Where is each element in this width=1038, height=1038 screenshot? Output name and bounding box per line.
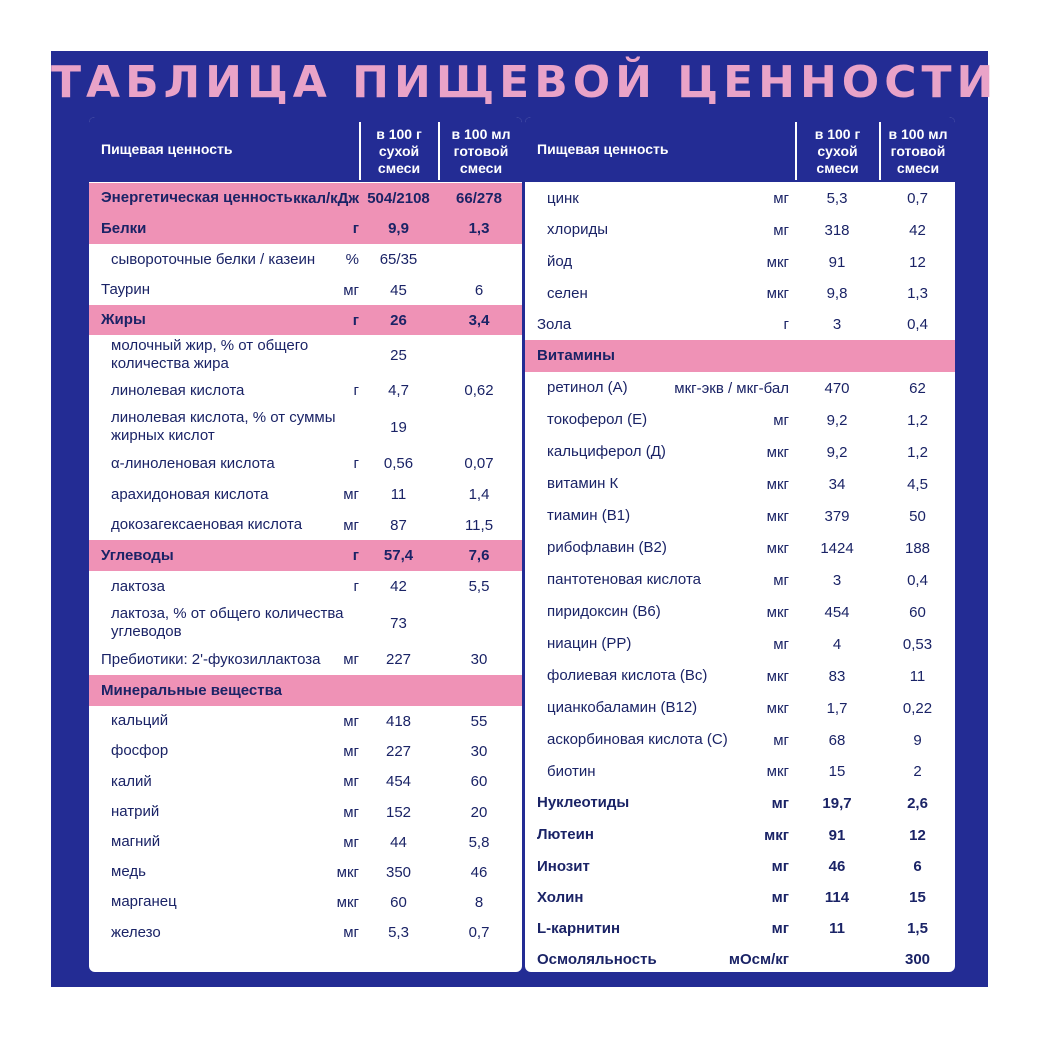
row-value-dry: 83 (828, 667, 846, 685)
row-name: фосфор (111, 742, 169, 759)
row-unit: мг (773, 635, 789, 653)
table-row (89, 736, 522, 766)
table-row (89, 479, 522, 510)
row-unit: мкг (766, 667, 789, 685)
header-label: Пищевая ценность (101, 141, 233, 157)
row-value-dry: 15 (828, 763, 846, 780)
row-value-dry: 11 (829, 920, 845, 937)
row-unit: мкг (336, 863, 359, 881)
row-name: витамин К (547, 475, 619, 492)
table-row (525, 246, 955, 278)
row-name: Осмоляльность (537, 950, 657, 968)
row-name: Инозит (537, 857, 590, 875)
table-row (89, 602, 522, 644)
row-name: ниацин (РР) (547, 635, 632, 652)
row-value-dry: 379 (824, 507, 850, 525)
row-value-dry: 5,3 (388, 924, 409, 941)
table-row (89, 406, 522, 448)
page-title: ТАБЛИЦА ПИЩЕВОЙ ЦЕННОСТИ (51, 57, 999, 108)
row-value-ready: 6 (474, 281, 484, 299)
row-value-dry: 46 (828, 858, 846, 875)
table-row (89, 675, 522, 706)
row-value-dry (361, 675, 436, 706)
row-name: линолевая кислота (111, 381, 245, 399)
row-value-dry: 60 (390, 893, 407, 911)
table-row (525, 500, 955, 532)
table-row (525, 564, 955, 596)
row-value-dry: 25 (390, 346, 407, 364)
row-value-ready: 0,07 (464, 455, 494, 472)
row-unit: мкг (766, 253, 789, 271)
row-value-dry: 152 (385, 803, 412, 821)
row-name: марганец (111, 893, 177, 910)
row-value-ready: 3,4 (468, 311, 490, 329)
table-row (525, 882, 955, 913)
row-unit: ккал/кДж (293, 189, 359, 207)
table-row (525, 372, 955, 404)
table-row (89, 335, 522, 375)
row-unit: мкг (336, 893, 359, 911)
row-unit: г (783, 316, 789, 333)
row-value-ready: 2,6 (907, 794, 928, 812)
table-row (89, 244, 522, 275)
row-value-ready: 1,3 (907, 285, 928, 302)
row-unit: мг (771, 858, 789, 875)
row-unit: мг (343, 486, 359, 503)
table-row (525, 660, 955, 692)
row-name: пантотеновая кислота (547, 571, 701, 588)
row-name: Холин (537, 888, 584, 906)
table-row (89, 706, 522, 736)
row-value-ready: 11,5 (464, 516, 494, 534)
row-unit: мг (771, 889, 789, 906)
table-row (89, 305, 522, 335)
row-unit: мкг (764, 826, 789, 844)
row-value-ready: 50 (909, 507, 926, 525)
table-row (525, 628, 955, 660)
row-unit: мг (343, 651, 359, 668)
header-label: Пищевая ценность (537, 141, 669, 157)
row-value-ready: 60 (470, 773, 488, 790)
header-col-ready: в 100 мл готовой смеси (438, 122, 522, 180)
row-unit: г (353, 578, 359, 595)
nutrition-panel (51, 51, 999, 987)
row-value-ready: 12 (909, 826, 926, 844)
table-header (525, 117, 955, 182)
row-value-dry: 227 (385, 742, 412, 760)
row-value-dry: 1,7 (826, 699, 848, 717)
row-value-dry: 114 (824, 889, 850, 906)
row-unit: г (352, 547, 359, 564)
row-unit: мг (771, 920, 789, 937)
row-value-ready: 6 (913, 858, 922, 875)
row-name: фолиевая кислота (Вс) (547, 667, 708, 684)
table-row (525, 183, 955, 214)
row-name: цинк (547, 189, 579, 207)
row-value-dry: 350 (385, 863, 412, 881)
row-value-ready: 11 (909, 667, 926, 685)
row-name: калий (111, 772, 152, 790)
row-value-ready: 1,5 (907, 920, 928, 937)
table-row (89, 766, 522, 797)
row-unit: мг (773, 411, 789, 429)
row-name: молочный жир, % от общего количества жира (111, 337, 309, 372)
row-unit: мкг (766, 603, 789, 621)
row-value-dry: 470 (824, 379, 850, 397)
table-row (525, 756, 955, 787)
row-value-dry (797, 944, 877, 972)
row-name: Нуклеотиды (537, 794, 630, 811)
row-name: кальциферол (Д) (547, 443, 666, 460)
row-unit: % (345, 251, 359, 268)
table-row (525, 309, 955, 340)
row-name: арахидоновая кислота (111, 485, 269, 503)
table-row (525, 404, 955, 436)
row-value-ready: 2 (913, 763, 922, 780)
table-header (89, 117, 522, 182)
table-row (89, 857, 522, 887)
row-value-dry: 1424 (820, 539, 854, 557)
row-name: Углеводы (101, 546, 174, 564)
table-row (89, 644, 522, 675)
row-value-ready: 30 (470, 742, 488, 760)
row-name: лактоза (111, 577, 165, 595)
row-value-ready: 0,22 (902, 699, 933, 717)
table-row (89, 375, 522, 406)
row-unit: мг (343, 516, 359, 534)
header-col-dry: в 100 г сухой смеси (795, 122, 878, 180)
row-value-dry: 0,56 (383, 455, 414, 472)
row-unit: мОсм/кг (728, 951, 789, 968)
row-value-ready: 1,2 (907, 411, 928, 429)
row-value-dry: 57,4 (383, 547, 414, 564)
row-value-ready: 60 (909, 603, 926, 621)
row-name: сывороточные белки / казеин (111, 250, 316, 268)
row-name: цианкобаламин (В12) (547, 699, 698, 716)
row-value-dry: 26 (390, 311, 407, 329)
table-row (89, 540, 522, 571)
row-value-ready: 7,6 (468, 547, 490, 564)
row-value-dry: 19,7 (822, 794, 852, 812)
row-value-dry: 87 (390, 516, 407, 534)
row-value-ready: 0,62 (464, 382, 494, 399)
row-value-ready: 9 (913, 731, 922, 749)
row-value-ready: 4,5 (907, 475, 928, 493)
row-value-dry: 19 (390, 418, 407, 436)
row-unit: мг (343, 773, 359, 790)
row-value-dry: 9,2 (826, 443, 848, 461)
row-unit: мкг (766, 539, 789, 557)
row-value-dry: 5,3 (826, 190, 848, 207)
row-value-ready: 1,4 (468, 486, 490, 503)
row-value-dry: 44 (390, 833, 407, 851)
row-name: кальций (111, 712, 169, 729)
table-row (525, 819, 955, 851)
row-unit: г (353, 382, 359, 399)
row-value-dry: 45 (390, 281, 407, 299)
row-name: селен (547, 284, 588, 302)
row-value-dry: 504/2108 (367, 189, 430, 207)
row-name: Лютеин (537, 826, 594, 843)
row-name: α-линоленовая кислота (111, 454, 275, 472)
table-row (89, 510, 522, 540)
row-value-dry: 4 (832, 635, 842, 653)
header-col-ready: в 100 мл готовой смеси (879, 122, 955, 180)
row-unit: мкг (766, 475, 789, 493)
row-name: магний (111, 833, 161, 850)
row-value-ready: 0,7 (907, 190, 928, 207)
row-value-dry: 418 (385, 712, 412, 730)
table-row (89, 213, 522, 244)
table-row (525, 851, 955, 882)
row-value-dry: 91 (828, 826, 846, 844)
table-row (89, 448, 522, 479)
row-value-dry: 454 (385, 773, 412, 790)
table-row (525, 944, 955, 972)
row-value-dry: 91 (828, 253, 846, 271)
row-unit: мкг (766, 699, 789, 717)
table-row (89, 917, 522, 948)
table-row (89, 571, 522, 602)
row-value-ready: 8 (474, 893, 484, 911)
table-row (525, 692, 955, 724)
row-unit: мг (773, 571, 789, 589)
row-value-ready: 30 (470, 651, 488, 668)
row-unit: г (353, 455, 359, 472)
row-value-ready: 1,3 (468, 220, 490, 237)
row-value-dry (797, 340, 877, 372)
row-value-ready (439, 602, 519, 644)
row-name: Жиры (101, 311, 146, 328)
row-name: натрий (111, 803, 160, 820)
row-name: Витамины (537, 347, 615, 364)
row-value-dry: 9,9 (388, 220, 409, 237)
row-unit: г (352, 220, 359, 237)
row-unit: мкг (766, 285, 789, 302)
row-name: Зола (537, 315, 572, 333)
table-row (525, 787, 955, 819)
row-name: хлориды (547, 221, 609, 238)
row-value-dry: 65/35 (379, 251, 418, 268)
row-name: пиридоксин (В6) (547, 603, 661, 620)
row-unit: мкг (766, 507, 789, 525)
row-unit: мг (771, 794, 789, 812)
table-row (525, 340, 955, 372)
table-row (525, 278, 955, 309)
row-value-dry: 42 (390, 578, 407, 595)
table-row (89, 827, 522, 857)
row-name: Пребиотики: 2'-фукозиллактоза (101, 650, 321, 668)
row-name: рибофлавин (В2) (547, 539, 667, 556)
row-value-ready: 5,5 (468, 578, 490, 595)
row-name: лактоза, % от общего количества углеводов (111, 605, 344, 640)
table-row (525, 532, 955, 564)
row-value-dry: 34 (828, 475, 846, 493)
row-value-ready: 0,7 (468, 924, 490, 941)
row-value-ready (439, 244, 519, 275)
table-row (89, 797, 522, 827)
row-name: Энергетическая ценность (101, 189, 293, 206)
row-name: тиамин (В1) (547, 507, 631, 524)
row-value-ready (439, 406, 519, 448)
row-name: Белки (101, 219, 147, 237)
row-name: йод (547, 253, 573, 270)
row-value-dry: 73 (390, 614, 407, 632)
row-name: железо (111, 923, 161, 941)
row-name: Минеральные вещества (101, 681, 282, 699)
row-value-ready: 0,4 (907, 571, 928, 589)
table-row (525, 596, 955, 628)
row-value-dry: 227 (385, 651, 412, 668)
row-name: докозагексаеновая кислота (111, 516, 303, 533)
row-value-dry: 3 (832, 316, 842, 333)
table-row (525, 436, 955, 468)
row-value-dry: 3 (832, 571, 842, 589)
row-name: медь (111, 863, 146, 880)
header-col-dry: в 100 г сухой смеси (359, 122, 437, 180)
nutrition-table-left (89, 117, 522, 972)
row-name: линолевая кислота, % от суммы жирных кислот (111, 409, 336, 444)
row-value-ready: 20 (470, 803, 488, 821)
row-unit: мг (773, 190, 789, 207)
table-row (525, 468, 955, 500)
row-value-ready: 300 (904, 951, 931, 968)
row-unit: мг (773, 731, 789, 749)
row-unit: мг (343, 742, 359, 760)
row-value-ready (880, 340, 955, 372)
row-value-ready: 0,53 (902, 635, 933, 653)
row-value-ready: 62 (909, 379, 926, 397)
row-unit: мкг (766, 443, 789, 461)
row-name: токоферол (Е) (547, 411, 648, 428)
row-value-ready: 188 (904, 539, 931, 557)
row-value-dry: 318 (824, 221, 850, 239)
nutrition-table-right (525, 117, 955, 972)
row-value-ready: 46 (470, 863, 488, 881)
row-value-ready: 12 (909, 253, 926, 271)
row-value-dry: 4,7 (388, 382, 409, 399)
row-value-ready: 5,8 (468, 833, 490, 851)
row-unit: мкг (766, 763, 789, 780)
row-value-ready: 0,4 (907, 316, 928, 333)
table-row (525, 724, 955, 756)
row-value-dry: 68 (828, 731, 846, 749)
row-unit: г (352, 311, 359, 329)
table-row (525, 913, 955, 944)
row-unit: мг (343, 924, 359, 941)
row-value-ready: 66/278 (456, 189, 502, 207)
table-row (89, 887, 522, 917)
row-value-dry: 11 (390, 486, 407, 503)
row-unit: мг (343, 712, 359, 730)
row-unit: мг (343, 281, 359, 299)
row-name: аскорбиновая кислота (С) (547, 731, 728, 748)
table-row (525, 214, 955, 246)
row-value-ready: 55 (470, 712, 488, 730)
row-value-ready: 1,2 (907, 443, 928, 461)
row-unit: мг (343, 803, 359, 821)
row-value-ready: 15 (909, 889, 926, 906)
row-unit: мг (773, 221, 789, 239)
row-value-dry: 9,8 (826, 285, 848, 302)
table-row (89, 183, 522, 213)
row-unit: мг (343, 833, 359, 851)
row-name: биотин (547, 762, 596, 780)
row-value-ready (439, 675, 519, 706)
row-unit: мкг-экв / мкг-бал (674, 379, 789, 397)
row-name: L-карнитин (537, 919, 621, 937)
row-value-ready: 42 (909, 221, 926, 239)
row-value-dry: 454 (824, 603, 850, 621)
row-name: Таурин (101, 281, 150, 298)
row-value-dry: 9,2 (826, 411, 848, 429)
row-name: ретинол (А) (547, 379, 628, 396)
table-row (89, 275, 522, 305)
row-value-ready (439, 335, 519, 375)
